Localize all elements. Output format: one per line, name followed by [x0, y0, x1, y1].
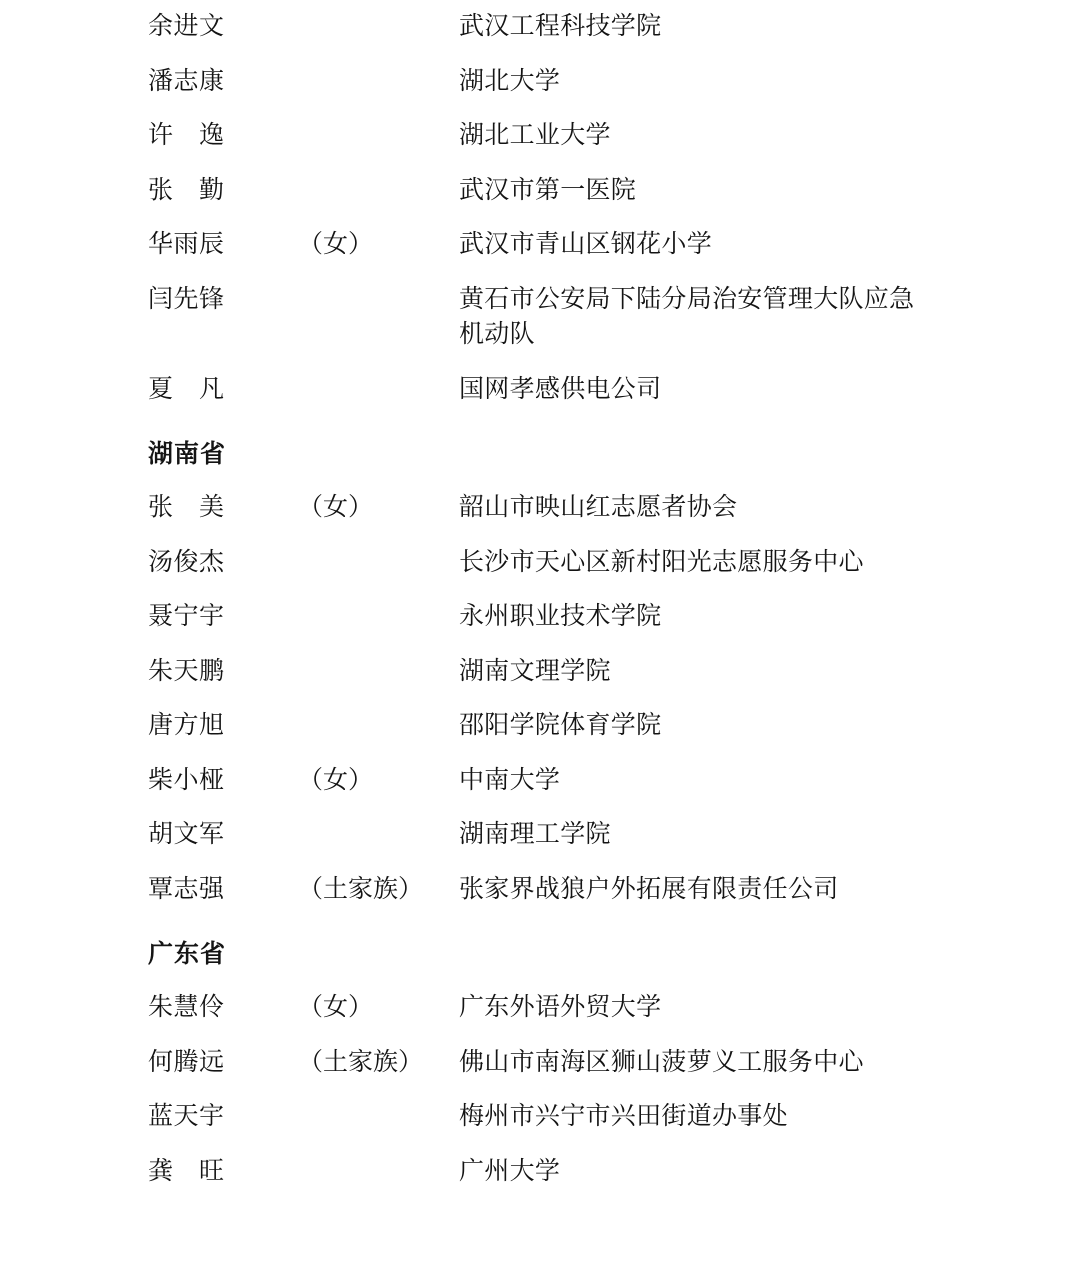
list-item [148, 489, 1020, 525]
list-item [148, 871, 1020, 907]
list-item [148, 544, 1020, 580]
person-name: 朱慧伶 [148, 992, 225, 1021]
list-item [148, 117, 1020, 153]
organization-name: 湖北工业大学 [459, 120, 611, 149]
organization-name: 黄石市公安局下陆分局治安管理大队应急机动队 [459, 283, 915, 348]
organization-name: 佛山市南海区狮山菠萝义工服务中心 [459, 1046, 864, 1076]
organization-name: 广东外语外贸大学 [459, 992, 662, 1021]
person-tag: （土家族） [298, 1046, 424, 1076]
person-name: 余进文 [148, 11, 225, 40]
person-name: 张 美 [148, 492, 225, 521]
list-item [148, 707, 1020, 743]
list-item [148, 371, 1020, 407]
person-name: 闫先锋 [148, 283, 225, 313]
person-name: 张 勤 [148, 174, 225, 204]
person-tag: （女） [298, 229, 374, 258]
organization-name: 湖南文理学院 [459, 655, 611, 685]
list-item [148, 762, 1020, 798]
list-item [148, 1044, 1020, 1080]
entry-list [148, 8, 1020, 1188]
section-heading: 湖南省 [148, 439, 227, 468]
person-name: 何腾远 [148, 1046, 225, 1076]
list-item [148, 989, 1020, 1025]
person-name: 朱天鹏 [148, 655, 225, 685]
person-name: 聂宁宇 [148, 601, 225, 630]
organization-name: 广州大学 [459, 1155, 561, 1185]
person-name: 汤俊杰 [148, 546, 225, 576]
person-tag: （土家族） [298, 873, 424, 903]
person-name: 柴小桠 [148, 764, 225, 794]
list-item [148, 816, 1020, 852]
organization-name: 武汉工程科技学院 [459, 11, 662, 40]
organization-name: 国网孝感供电公司 [459, 373, 662, 403]
person-name: 华雨辰 [148, 229, 225, 258]
person-tag: （女） [298, 764, 374, 794]
organization-name: 邵阳学院体育学院 [459, 710, 662, 739]
list-item [148, 172, 1020, 208]
person-name: 覃志强 [148, 873, 225, 903]
list-item [148, 653, 1020, 689]
organization-name: 武汉市第一医院 [459, 174, 637, 204]
person-name: 胡文军 [148, 819, 225, 848]
organization-name: 长沙市天心区新村阳光志愿服务中心 [459, 546, 864, 576]
organization-name: 中南大学 [459, 764, 561, 794]
person-tag: （女） [298, 992, 374, 1021]
person-tag: （女） [298, 492, 374, 521]
organization-name: 湖南理工学院 [459, 819, 611, 848]
list-item [148, 1098, 1020, 1134]
list-item [148, 8, 1020, 44]
organization-name: 梅州市兴宁市兴田街道办事处 [459, 1101, 788, 1130]
person-name: 潘志康 [148, 65, 225, 95]
organization-name: 永州职业技术学院 [459, 601, 662, 630]
list-item [148, 226, 1020, 262]
person-name: 蓝天宇 [148, 1101, 225, 1130]
person-name: 唐方旭 [148, 710, 225, 739]
list-item [148, 281, 1020, 352]
person-name: 夏 凡 [148, 373, 225, 403]
list-item [148, 598, 1020, 634]
organization-name: 湖北大学 [459, 65, 561, 95]
organization-name: 武汉市青山区钢花小学 [459, 229, 713, 258]
person-name: 龚 旺 [148, 1155, 225, 1185]
person-name: 许 逸 [148, 120, 225, 149]
organization-name: 韶山市映山红志愿者协会 [459, 492, 738, 521]
section-heading: 广东省 [148, 939, 227, 968]
list-item [148, 63, 1020, 99]
organization-name: 张家界战狼户外拓展有限责任公司 [459, 873, 839, 903]
list-item [148, 1153, 1020, 1189]
